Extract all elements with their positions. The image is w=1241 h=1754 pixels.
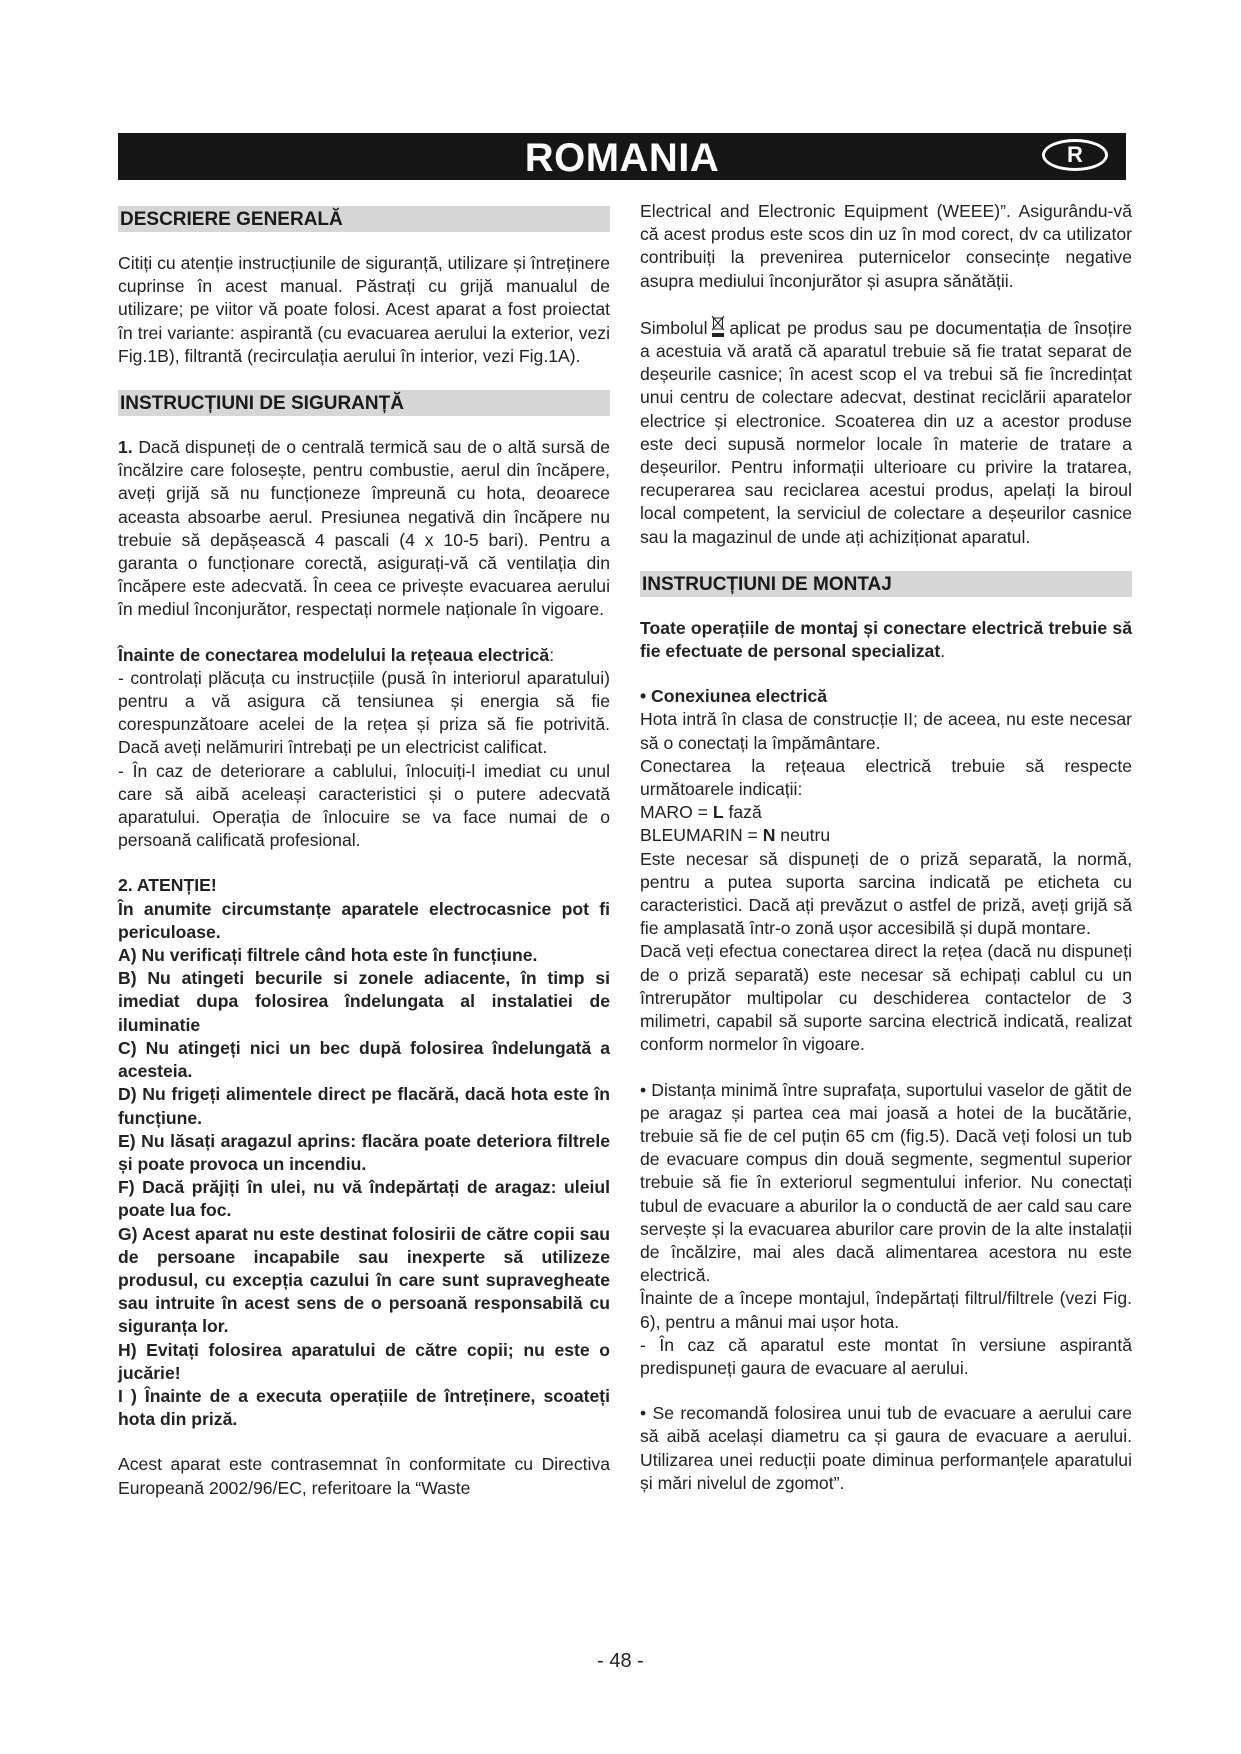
electrical-indications: Conectarea la rețeaua electrică trebuie să respecte următoarele indicații: [640,755,1132,800]
attention-intro: În anumite circumstanțe aparatele electrocasnice pot fi periculoase. [118,898,610,942]
section-heading-general-description: DESCRIERE GENERALĂ [118,206,610,232]
symbol-paragraph [640,315,1132,549]
attention-block [118,874,610,1431]
wire-brown: MARO = L fază [640,802,762,823]
installation-warning [640,617,1132,663]
connection-cable-damage: - În caz de deteriorare a cablului, înlocuiți-l imediat cu unul care să aibă aceleași caracteristici și o putere adecvată aparatului. Operația de înlocuire se va face numai de o persoană calificată profesional. [118,760,610,851]
attention-item-h: H) Evitați folosirea aparatului de către copii; nu este o jucărie! [118,1339,610,1383]
minimum-distance: • Distanța minimă între suprafața, suportului vaselor de gătit de pe aragaz și partea cea mai joasă a hotei de la bucătărie, trebuie să fie de cel puțin 65 cm (fig.5). Dacă veți folosi un tub de evacuare compus din două segmente, segmentul superior trebuie să fie în exteriorul segmentului inferior. Nu conectați tubul de evacuare a aburilor la o conductă de aer cald sau care servește și la evacuarea aburilor care provin de la alte instalații de încălzire, mai ales dacă alimentarea acestora nu este electrică. [640,1079,1132,1286]
attention-item-a: A) Nu verificați filtrele când hota este în funcțiune. [118,945,538,966]
exhaust-hole: - În caz că aparatul este montat în versiune aspirantă predispuneți gaura de evacuare al aerului. [640,1334,1132,1378]
attention-item-c: C) Nu atingeți nici un bec după folosirea îndelungată a acesteia. [118,1037,610,1082]
direct-connection: Dacă veți efectua conectarea direct la rețea (dacă nu dispuneți de o priză separată) este necesar să echipați cablul cu un întrerupător multipolar cu deschiderea contactelor de 3 milimetri, capabil să suporte sarcina electrică indicată, realizat conform normelor în vigoare. [640,941,1132,1055]
section-heading-safety: INSTRUCȚIUNI DE SIGURANȚĂ [118,390,610,416]
attention-item-f: F) Dacă prăjiți în ulei, nu vă îndepărtați de aragaz: uleiul poate lua foc. [118,1177,610,1221]
connection-check-plate: - controlați plăcuța cu instrucțiile (pusă în interiorul aparatului) pentru a vă asigura că tensiunea și energia să fie corespunzătoare acelei de la rețea și priza să fie potrivită. Dacă aveți nelămuriri întrebați pe un electricist calificat. [118,667,610,758]
symbol-label: Simbolul [640,317,708,338]
attention-item-i: I ) Înainte de a executa operațiile de întreținere, scoateți hota din priză. [118,1385,610,1430]
installation-warning-text: Toate operațiile de montaj și conectare electrică trebuie să fie efectuate de personal specializat [640,617,1132,662]
wheelie-bin-icon [711,315,725,337]
wire-blue: BLEUMARIN = N neutru [640,825,831,846]
right-column [640,200,1132,1517]
intro-paragraph: Citiți cu atenție instrucțiunile de siguranță, utilizare și întreținere cuprinse în acest manual. Păstrați cu grijă manualul de utilizare; pe viitor vă poate folosi. Acest aparat a fost proiectat în trei variante: aspirantă (cu evacuarea aerului la exterior, vezi Fig.1B), filtrantă (recirculația aerului în interior, vezi Fig.1A). [118,253,610,366]
banner-title: ROMANIA [524,136,720,180]
safety-item-1 [118,436,610,622]
attention-item-b: B) Nu atingeti becurile si zonele adiacente, în timp si imediat dupa folosirea îndelungata al instalatiei de iluminatie [118,968,610,1035]
connection-title: Înainte de conectarea modelului la rețeaua electrică [118,644,550,665]
weee-paragraph-continued: Electrical and Electronic Equipment (WEEE)”. Asigurându-vă că acest produs este scos din uz în mod corect, dv ca utilizator contribuiți la prevenirea puternicelor consecințe negative asupra mediului înconjurător și asupra sănătății. [640,201,1132,291]
item-number: 1. [118,437,133,458]
attention-item-d: D) Nu frigeți alimentele direct pe flacără, dacă hota este în funcțiune. [118,1084,610,1128]
item-text: Dacă dispuneți de o centrală termică sau de o altă sursă de încălzire care folosește, pentru combustie, aerul din încăpere, aveți grijă să nu funcționeze împreună cu hota, deoarece aceasta absoarbe aerul. Presiunea negativă din încăpere nu trebuie să depășească 4 pascali (4 x 10-5 bari). Pentru a garanta o funcționare corectă, asigurați-vă că ventilația din încăpere este adecvată. În ceea ce privește evacuarea aerului în mediul înconjurător, respectați normele naționale în vigoare. [118,437,611,620]
installation-warning-dot: . [940,641,946,662]
left-column [118,200,610,1522]
distance-block [640,1079,1132,1381]
electrical-connection-block [640,685,1132,1056]
country-banner [118,133,1126,180]
attention-item-g: G) Acest aparat nu este destinat folosirii de către copii sau de persoane incapabile sau inexperte să utilizeze produsul, cu excepția cazului în care sunt supravegheate sau intruite în acest sens de o persoană responsabilă cu siguranța lor. [118,1223,610,1337]
socket-requirement: Este necesar să dispuneți de o priză separată, la normă, pentru a putea suporta sarcina indicată pe eticheta cu caracteristici. Dacă ați prevăzut o astfel de priză, aveți grijă să fie amplasată într-o zonă ușor accesibilă și după montare. [640,848,1132,939]
exhaust-tube-recommendation: • Se recomandă folosirea unui tub de evacuare a aerului care să aibă același diametru ca și gaura de evacuare a aerului. Utilizarea unei reducții poate diminua performanțele aparatului și mări nivelul de zgomot”. [640,1403,1132,1493]
connection-colon: : [549,644,555,665]
electrical-connection-title: • Conexiunea electrică [640,686,828,707]
connection-block [118,644,610,853]
page-number: - 48 - [597,1650,644,1672]
language-badge: R [1042,139,1108,171]
weee-paragraph-start: Acest aparat este contrasemnat în conformitate cu Directiva Europeană 2002/96/EC, referitoare la “Waste [118,1454,610,1498]
symbol-text: aplicat pe produs sau pe documentația de însoțire a acestuia vă arată că aparatul trebuie să fie tratat separat de deșeurile casnice; în acest scop el va trebui să fie încredințat unui centru de colectare adecvat, destinat reciclării aparatelor electrice și electronice. Scoaterea din uz a acestor produse este deci supusă normelor locale în materie de tratare a deșeurilor. Pentru informații ulterioare cu privire la tratarea, recuperarea sau reciclarea acestui produs, apelați la biroul local competent, la serviciul de colectare a deșeurilor casnice sau la magazinul de unde ați achiziționat aparatul. [640,317,1132,547]
attention-title: 2. ATENȚIE! [118,875,217,896]
electrical-class: Hota intră în clasa de construcție II; de aceea, nu este necesar să o conectați la împământare. [640,709,1132,753]
section-heading-installation: INSTRUCȚIUNI DE MONTAJ [640,571,1132,597]
attention-item-e: E) Nu lăsați aragazul aprins: flacăra poate deteriora filtrele și poate provoca un incendiu. [118,1130,610,1174]
remove-filters: Înainte de a începe montajul, îndepărtați filtrul/filtrele (vezi Fig. 6), pentru a mânui mai ușor hota. [640,1288,1132,1332]
